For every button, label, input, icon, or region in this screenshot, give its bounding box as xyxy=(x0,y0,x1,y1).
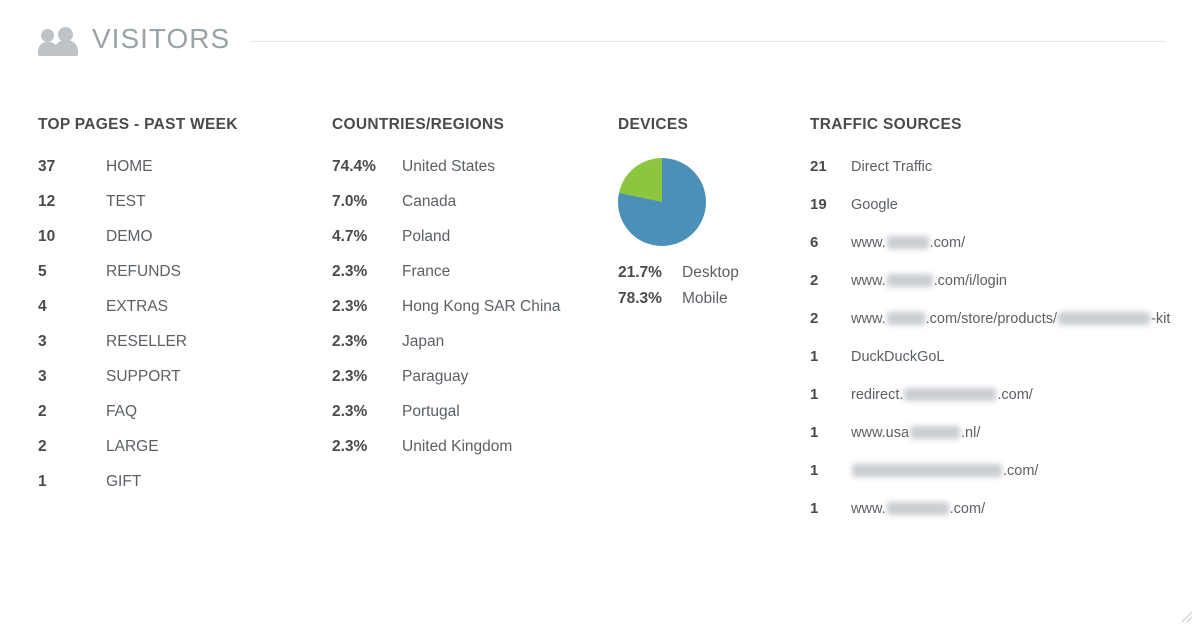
country-row xyxy=(332,193,618,211)
traffic-source-row xyxy=(810,424,1200,441)
country-label: United States xyxy=(402,158,496,175)
top-pages-count: 37 xyxy=(38,158,56,175)
traffic-source-label[interactable]: .com/ xyxy=(851,462,1038,479)
top-pages-column xyxy=(38,116,332,538)
top-pages-count: 12 xyxy=(38,193,56,210)
top-pages-count: 4 xyxy=(38,298,47,315)
top-pages-row xyxy=(38,193,332,211)
top-pages-row xyxy=(38,263,332,281)
devices-title: DEVICES xyxy=(618,116,689,133)
top-pages-label: LARGE xyxy=(106,438,159,455)
traffic-source-label[interactable]: DuckDuckGoL xyxy=(851,349,945,365)
top-pages-row xyxy=(38,158,332,176)
countries-list xyxy=(332,158,618,456)
country-label: Portugal xyxy=(402,403,460,420)
top-pages-count: 2 xyxy=(38,438,47,455)
country-label: Canada xyxy=(402,193,457,210)
redacted-text xyxy=(887,274,933,287)
top-pages-count: 5 xyxy=(38,263,47,280)
country-percent: 2.3% xyxy=(332,333,368,350)
country-row xyxy=(332,403,618,421)
top-pages-label: HOME xyxy=(106,158,153,175)
country-percent: 7.0% xyxy=(332,193,368,210)
country-percent: 74.4% xyxy=(332,158,376,175)
country-row xyxy=(332,228,618,246)
top-pages-row xyxy=(38,298,332,316)
traffic-source-row xyxy=(810,500,1200,517)
header-divider xyxy=(250,41,1166,42)
traffic-source-count: 1 xyxy=(810,462,819,479)
traffic-source-row xyxy=(810,348,1200,365)
top-pages-row xyxy=(38,228,332,246)
traffic-source-row xyxy=(810,272,1200,289)
country-label: France xyxy=(402,263,451,280)
visitors-people-icon xyxy=(38,22,82,56)
traffic-source-row xyxy=(810,158,1200,175)
device-row xyxy=(618,264,810,282)
redacted-text xyxy=(910,426,960,439)
traffic-source-label[interactable]: www. .com/ xyxy=(851,235,966,251)
traffic-source-row xyxy=(810,310,1200,327)
top-pages-label: REFUNDS xyxy=(106,263,181,280)
resize-handle-icon[interactable] xyxy=(1178,608,1196,626)
top-pages-title: TOP PAGES - PAST WEEK xyxy=(38,116,238,133)
page-title: VISITORS xyxy=(92,23,231,54)
top-pages-count: 2 xyxy=(38,403,47,420)
countries-title: COUNTRIES/REGIONS xyxy=(332,116,505,133)
traffic-source-count: 1 xyxy=(810,348,819,365)
page-header xyxy=(0,0,1200,56)
stats-columns xyxy=(0,56,1200,538)
device-label: Desktop xyxy=(682,264,739,281)
countries-column xyxy=(332,116,618,538)
top-pages-label: DEMO xyxy=(106,228,153,245)
redacted-text xyxy=(887,236,929,249)
device-label: Mobile xyxy=(682,290,728,307)
redacted-text xyxy=(1058,312,1150,325)
traffic-source-count: 1 xyxy=(810,500,819,517)
country-percent: 4.7% xyxy=(332,228,368,245)
devices-pie-chart xyxy=(618,158,810,246)
traffic-sources-column xyxy=(810,116,1200,538)
traffic-source-label[interactable]: www. .com/i/login xyxy=(851,273,1007,289)
top-pages-label: EXTRAS xyxy=(106,298,169,315)
traffic-source-count: 2 xyxy=(810,272,819,289)
traffic-source-label[interactable]: Direct Traffic xyxy=(851,159,933,175)
top-pages-label: SUPPORT xyxy=(106,368,181,385)
country-percent: 2.3% xyxy=(332,368,368,385)
traffic-source-count: 1 xyxy=(810,424,819,441)
country-row xyxy=(332,438,618,456)
device-row xyxy=(618,290,810,308)
country-label: Japan xyxy=(402,333,445,350)
traffic-source-row xyxy=(810,196,1200,213)
country-percent: 2.3% xyxy=(332,438,368,455)
top-pages-label: FAQ xyxy=(106,403,138,420)
traffic-source-label[interactable]: www. .com/store/products/ -kit xyxy=(851,311,1171,327)
country-row xyxy=(332,333,618,351)
traffic-source-count: 1 xyxy=(810,386,819,403)
redacted-text xyxy=(852,464,1002,477)
country-row xyxy=(332,263,618,281)
country-label: Paraguay xyxy=(402,368,469,385)
device-percent: 21.7% xyxy=(618,264,662,281)
traffic-source-count: 21 xyxy=(810,158,827,175)
traffic-source-label[interactable]: www. .com/ xyxy=(851,501,986,517)
traffic-source-count: 2 xyxy=(810,310,819,327)
devices-legend xyxy=(618,264,810,308)
top-pages-count: 3 xyxy=(38,368,47,385)
traffic-source-count: 19 xyxy=(810,196,827,213)
traffic-sources-title: TRAFFIC SOURCES xyxy=(810,116,962,133)
traffic-source-row xyxy=(810,386,1200,403)
top-pages-label: GIFT xyxy=(106,473,142,490)
traffic-source-label[interactable]: redirect. .com/ xyxy=(851,387,1033,403)
country-percent: 2.3% xyxy=(332,263,368,280)
traffic-source-count: 6 xyxy=(810,234,819,251)
top-pages-row xyxy=(38,403,332,421)
top-pages-row xyxy=(38,438,332,456)
top-pages-label: RESELLER xyxy=(106,333,187,350)
traffic-source-label[interactable]: www.usa .nl/ xyxy=(851,425,981,441)
country-label: Hong Kong SAR China xyxy=(402,298,561,315)
country-percent: 2.3% xyxy=(332,298,368,315)
redacted-text xyxy=(887,312,925,325)
top-pages-count: 3 xyxy=(38,333,47,350)
traffic-sources-list xyxy=(810,158,1200,517)
country-label: United Kingdom xyxy=(402,438,513,455)
top-pages-row xyxy=(38,368,332,386)
top-pages-count: 1 xyxy=(38,473,47,490)
country-label: Poland xyxy=(402,228,451,245)
traffic-source-row xyxy=(810,462,1200,479)
top-pages-label: TEST xyxy=(106,193,146,210)
country-row xyxy=(332,298,618,316)
traffic-source-row xyxy=(810,234,1200,251)
top-pages-row xyxy=(38,333,332,351)
redacted-text xyxy=(887,502,949,515)
device-percent: 78.3% xyxy=(618,290,662,307)
pie-slice-group xyxy=(618,158,706,246)
country-row xyxy=(332,368,618,386)
traffic-source-label[interactable]: Google xyxy=(851,197,898,213)
devices-column xyxy=(618,116,810,538)
country-row xyxy=(332,158,618,176)
top-pages-row xyxy=(38,473,332,491)
redacted-text xyxy=(904,388,996,401)
top-pages-list xyxy=(38,158,332,491)
country-percent: 2.3% xyxy=(332,403,368,420)
top-pages-count: 10 xyxy=(38,228,56,245)
